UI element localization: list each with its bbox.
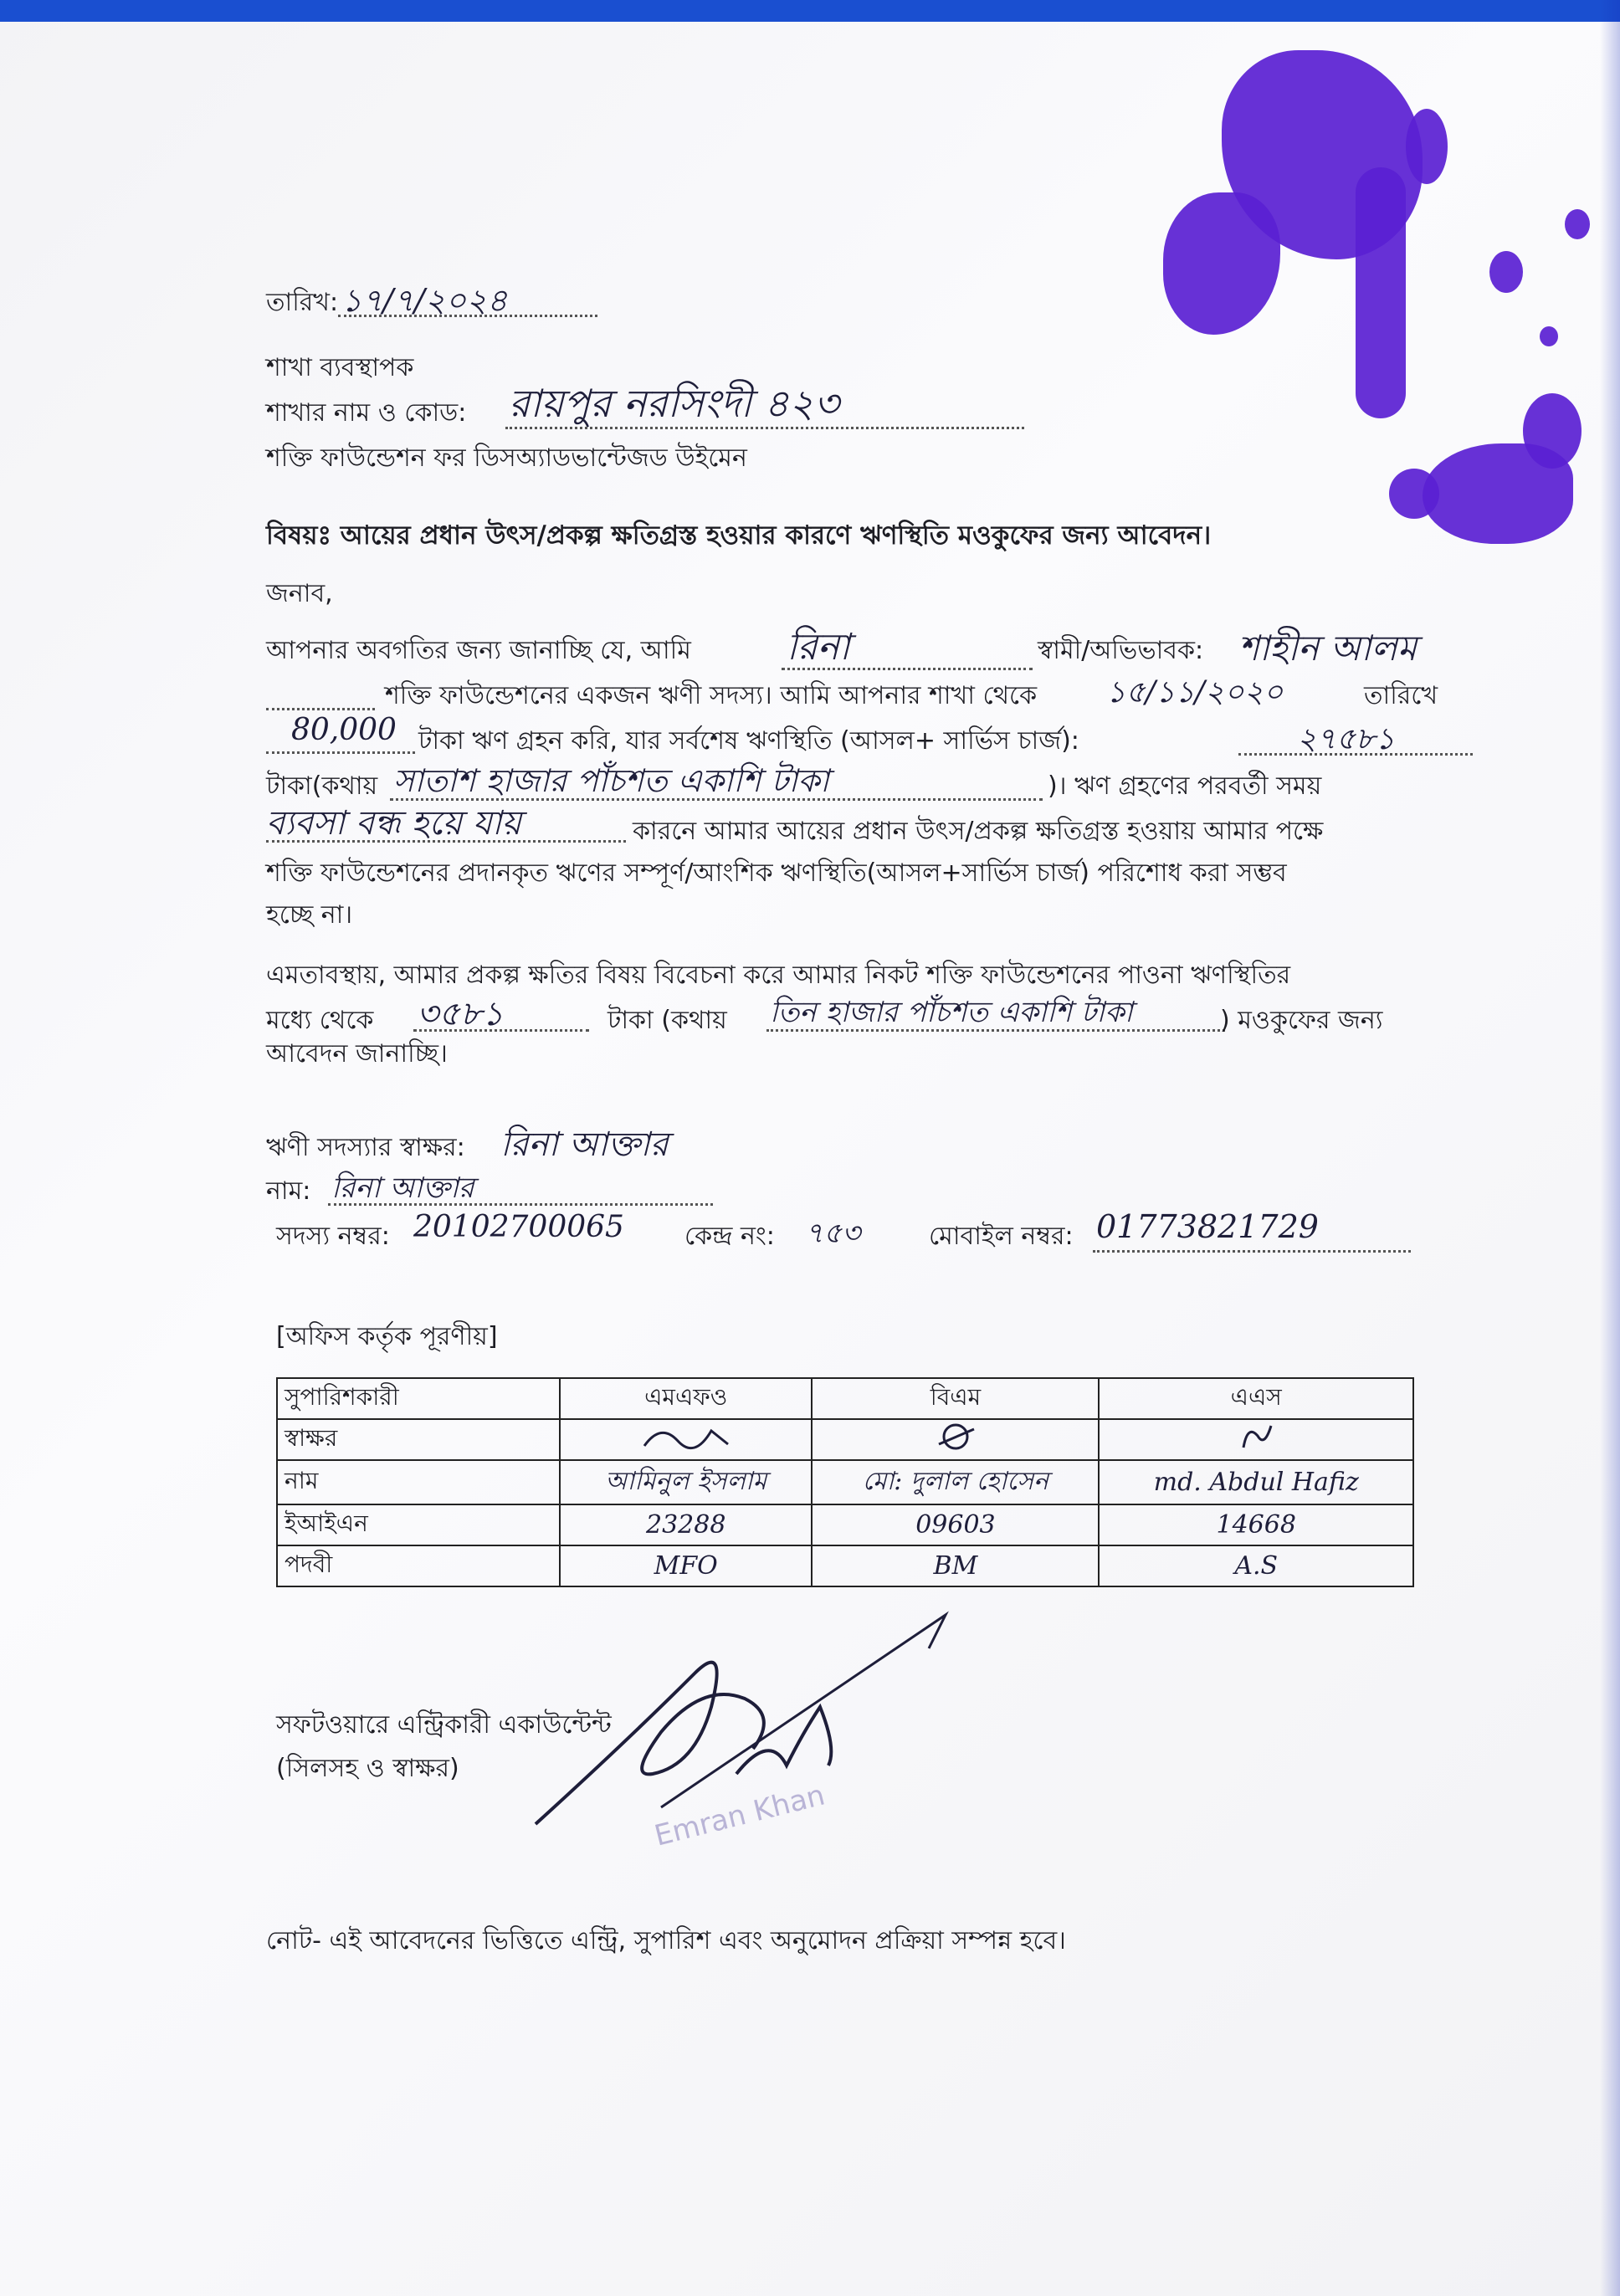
mfo-signature: [560, 1419, 812, 1460]
accountant-sub-label: (সিলসহ ও স্বাক্ষর): [276, 1754, 459, 1783]
member-id-label: সদস্য নম্বর:: [276, 1222, 390, 1251]
bm-ein: 09603: [812, 1504, 1099, 1545]
para2-line-3: আবেদন জানাচ্ছি।: [266, 1039, 448, 1069]
loan-amount-hw: 80,000: [291, 713, 397, 747]
balance-words-hw: সাতাশ হাজার পাঁচশত একাশি টাকা: [393, 762, 829, 799]
row-label-ein: ইআইএন: [277, 1504, 560, 1545]
branch-label: শাখার নাম ও কোড:: [266, 398, 467, 428]
row-label-signature: স্বাক্ষর: [277, 1419, 560, 1460]
body-line-4a: টাকা(কথায়: [266, 771, 378, 801]
mobile-line: [1093, 1250, 1411, 1253]
mfo-designation: MFO: [560, 1545, 812, 1586]
header-recommender: সুপারিশকারী: [277, 1378, 560, 1419]
member-name-value: রিনা আক্তার: [331, 1171, 474, 1205]
balance-hw: ২৭৫৮১: [1297, 722, 1395, 756]
header-bm: বিএম: [812, 1378, 1099, 1419]
balance-line: [1238, 753, 1473, 756]
date-label: তারিখ:: [266, 288, 339, 317]
waive-words-hw: তিন হাজার পাঁচশত একাশি টাকা: [770, 996, 1133, 1029]
body-line-5a: কারনে আমার আয়ের প্রধান উৎস/প্রকল্প ক্ষতিগ্রস্ত হওয়ায় আমার পক্ষে: [633, 817, 1324, 846]
as-signature: [1099, 1419, 1413, 1460]
date-value: ১৭/৭/২০২৪: [341, 282, 508, 319]
office-row-designation: [277, 1545, 1413, 1586]
body-line-2b: তারিখে: [1364, 681, 1438, 710]
body-line-7: হচ্ছে না।: [266, 900, 353, 930]
salutation: জনাব,: [266, 579, 333, 608]
waive-words-line: [766, 1029, 1225, 1032]
bm-designation: BM: [812, 1545, 1099, 1586]
manager-label: শাখা ব্যবস্থাপক: [266, 353, 414, 382]
body-line-4b: )। ঋণ গ্রহণের পরবর্তী সময়: [1048, 771, 1322, 801]
name-line: [782, 668, 1033, 670]
office-table: [276, 1377, 1414, 1587]
member-sig-label: ঋণী সদস্যার স্বাক্ষর:: [266, 1133, 465, 1162]
member-name-hw: রিনা: [787, 626, 850, 669]
branch-value: রায়পুর নরসিংদী ৪২৩: [509, 381, 839, 426]
mobile-label: মোবাইল নম্বর:: [929, 1222, 1074, 1251]
office-title: [অফিস কর্তৃক পূরণীয়]: [276, 1322, 498, 1351]
loan-date-hw: ১৫/১১/২০২০: [1106, 675, 1284, 710]
center-value: ৭৫৩: [805, 1217, 861, 1250]
office-header-row: [277, 1378, 1413, 1419]
row-label-designation: পদবী: [277, 1545, 560, 1586]
body-line-2a: শক্তি ফাউন্ডেশনের একজন ঋণী সদস্য। আমি আপনার শাখা থেকে: [385, 681, 1038, 710]
member-id-value: 20102700065: [413, 1210, 624, 1244]
accountant-stamp: Emran Khan: [651, 1778, 828, 1853]
office-row-name: [277, 1460, 1413, 1504]
waive-amount-line: [413, 1029, 589, 1032]
reason-hw: ব্যবসা বন্ধ হয়ে যায়: [266, 804, 522, 843]
office-row-ein: [277, 1504, 1413, 1545]
center-label: কেন্দ্র নং:: [684, 1222, 775, 1251]
date-line: [338, 315, 597, 317]
subject: বিষয়ঃ আয়ের প্রধান উৎস/প্রকল্প ক্ষতিগ্রস্ত হওয়ার কারণে ঋণস্থিতি মওকুফের জন্য আবেদন।: [266, 520, 1212, 551]
as-ein: 14668: [1099, 1504, 1413, 1545]
mfo-ein: 23288: [560, 1504, 812, 1545]
para2-line-2c: ) মওকুফের জন্য: [1220, 1006, 1383, 1035]
accountant-signature: [527, 1607, 962, 1841]
bm-name: মো: দুলাল হোসেন: [812, 1460, 1099, 1504]
para2-line-2b: টাকা (কথায়: [608, 1006, 727, 1035]
footer-note: নোট- এই আবেদনের ভিত্তিতে এন্ট্রি, সুপারিশ এবং অনুমোদন প্রক্রিয়া সম্পন্ন হবে।: [266, 1926, 1066, 1955]
loan-amount-line: [266, 751, 415, 754]
para2-line-2a: মধ্যে থেকে: [266, 1006, 374, 1035]
reason-line: [266, 840, 626, 843]
header-as: এএস: [1099, 1378, 1413, 1419]
body-line-3a: টাকা ঋণ গ্রহন করি, যার সর্বশেষ ঋণস্থিতি (আসল+ সার্ভিস চার্জ):: [418, 726, 1079, 756]
para2-line-1: এমতাবস্থায়, আমার প্রকল্প ক্ষতির বিষয় বিবেচনা করে আমার নিকট শক্তি ফাউন্ডেশনের পাওনা ঋণস্থিতির: [266, 961, 1291, 990]
scan-right-edge: [1600, 0, 1620, 2296]
mobile-value: 01773821729: [1096, 1208, 1319, 1245]
bm-signature: [812, 1419, 1099, 1460]
mfo-name: আমিনুল ইসলাম: [560, 1460, 812, 1504]
as-name: md. Abdul Hafiz: [1099, 1460, 1413, 1504]
org-name: শক্তি ফাউন্ডেশন ফর ডিসঅ্যাডভান্টেজড উইমেন: [266, 443, 747, 473]
waive-amount-hw: ৩৫৮১: [417, 995, 504, 1033]
header-mfo: এমএফও: [560, 1378, 812, 1419]
as-designation: A.S: [1099, 1545, 1413, 1586]
accountant-label: সফটওয়ারে এন্ট্রিকারী একাউন্টেন্ট: [276, 1710, 612, 1740]
row-label-name: নাম: [277, 1460, 560, 1504]
member-name-label: নাম:: [266, 1176, 311, 1206]
office-row-signature: [277, 1419, 1413, 1460]
body-line-6: শক্তি ফাউন্ডেশনের প্রদানকৃত ঋণের সম্পূর্ণ/আংশিক ঋণস্থিতি(আসল+সার্ভিস চার্জ) পরিশোধ করা সম্ভব: [266, 858, 1287, 888]
body-line-1b: স্বামী/অভিভাবক:: [1038, 636, 1204, 665]
guardian-line-cont: [266, 708, 375, 710]
guardian-hw: শাহীন আলম: [1238, 628, 1418, 669]
member-name-line: [328, 1203, 713, 1206]
branch-line: [505, 427, 1024, 429]
member-signature: রিনা আক্তার: [500, 1125, 669, 1164]
scan-top-band: [0, 0, 1620, 22]
body-line-1a: আপনার অবগতির জন্য জানাচ্ছি যে, আমি: [266, 636, 691, 665]
